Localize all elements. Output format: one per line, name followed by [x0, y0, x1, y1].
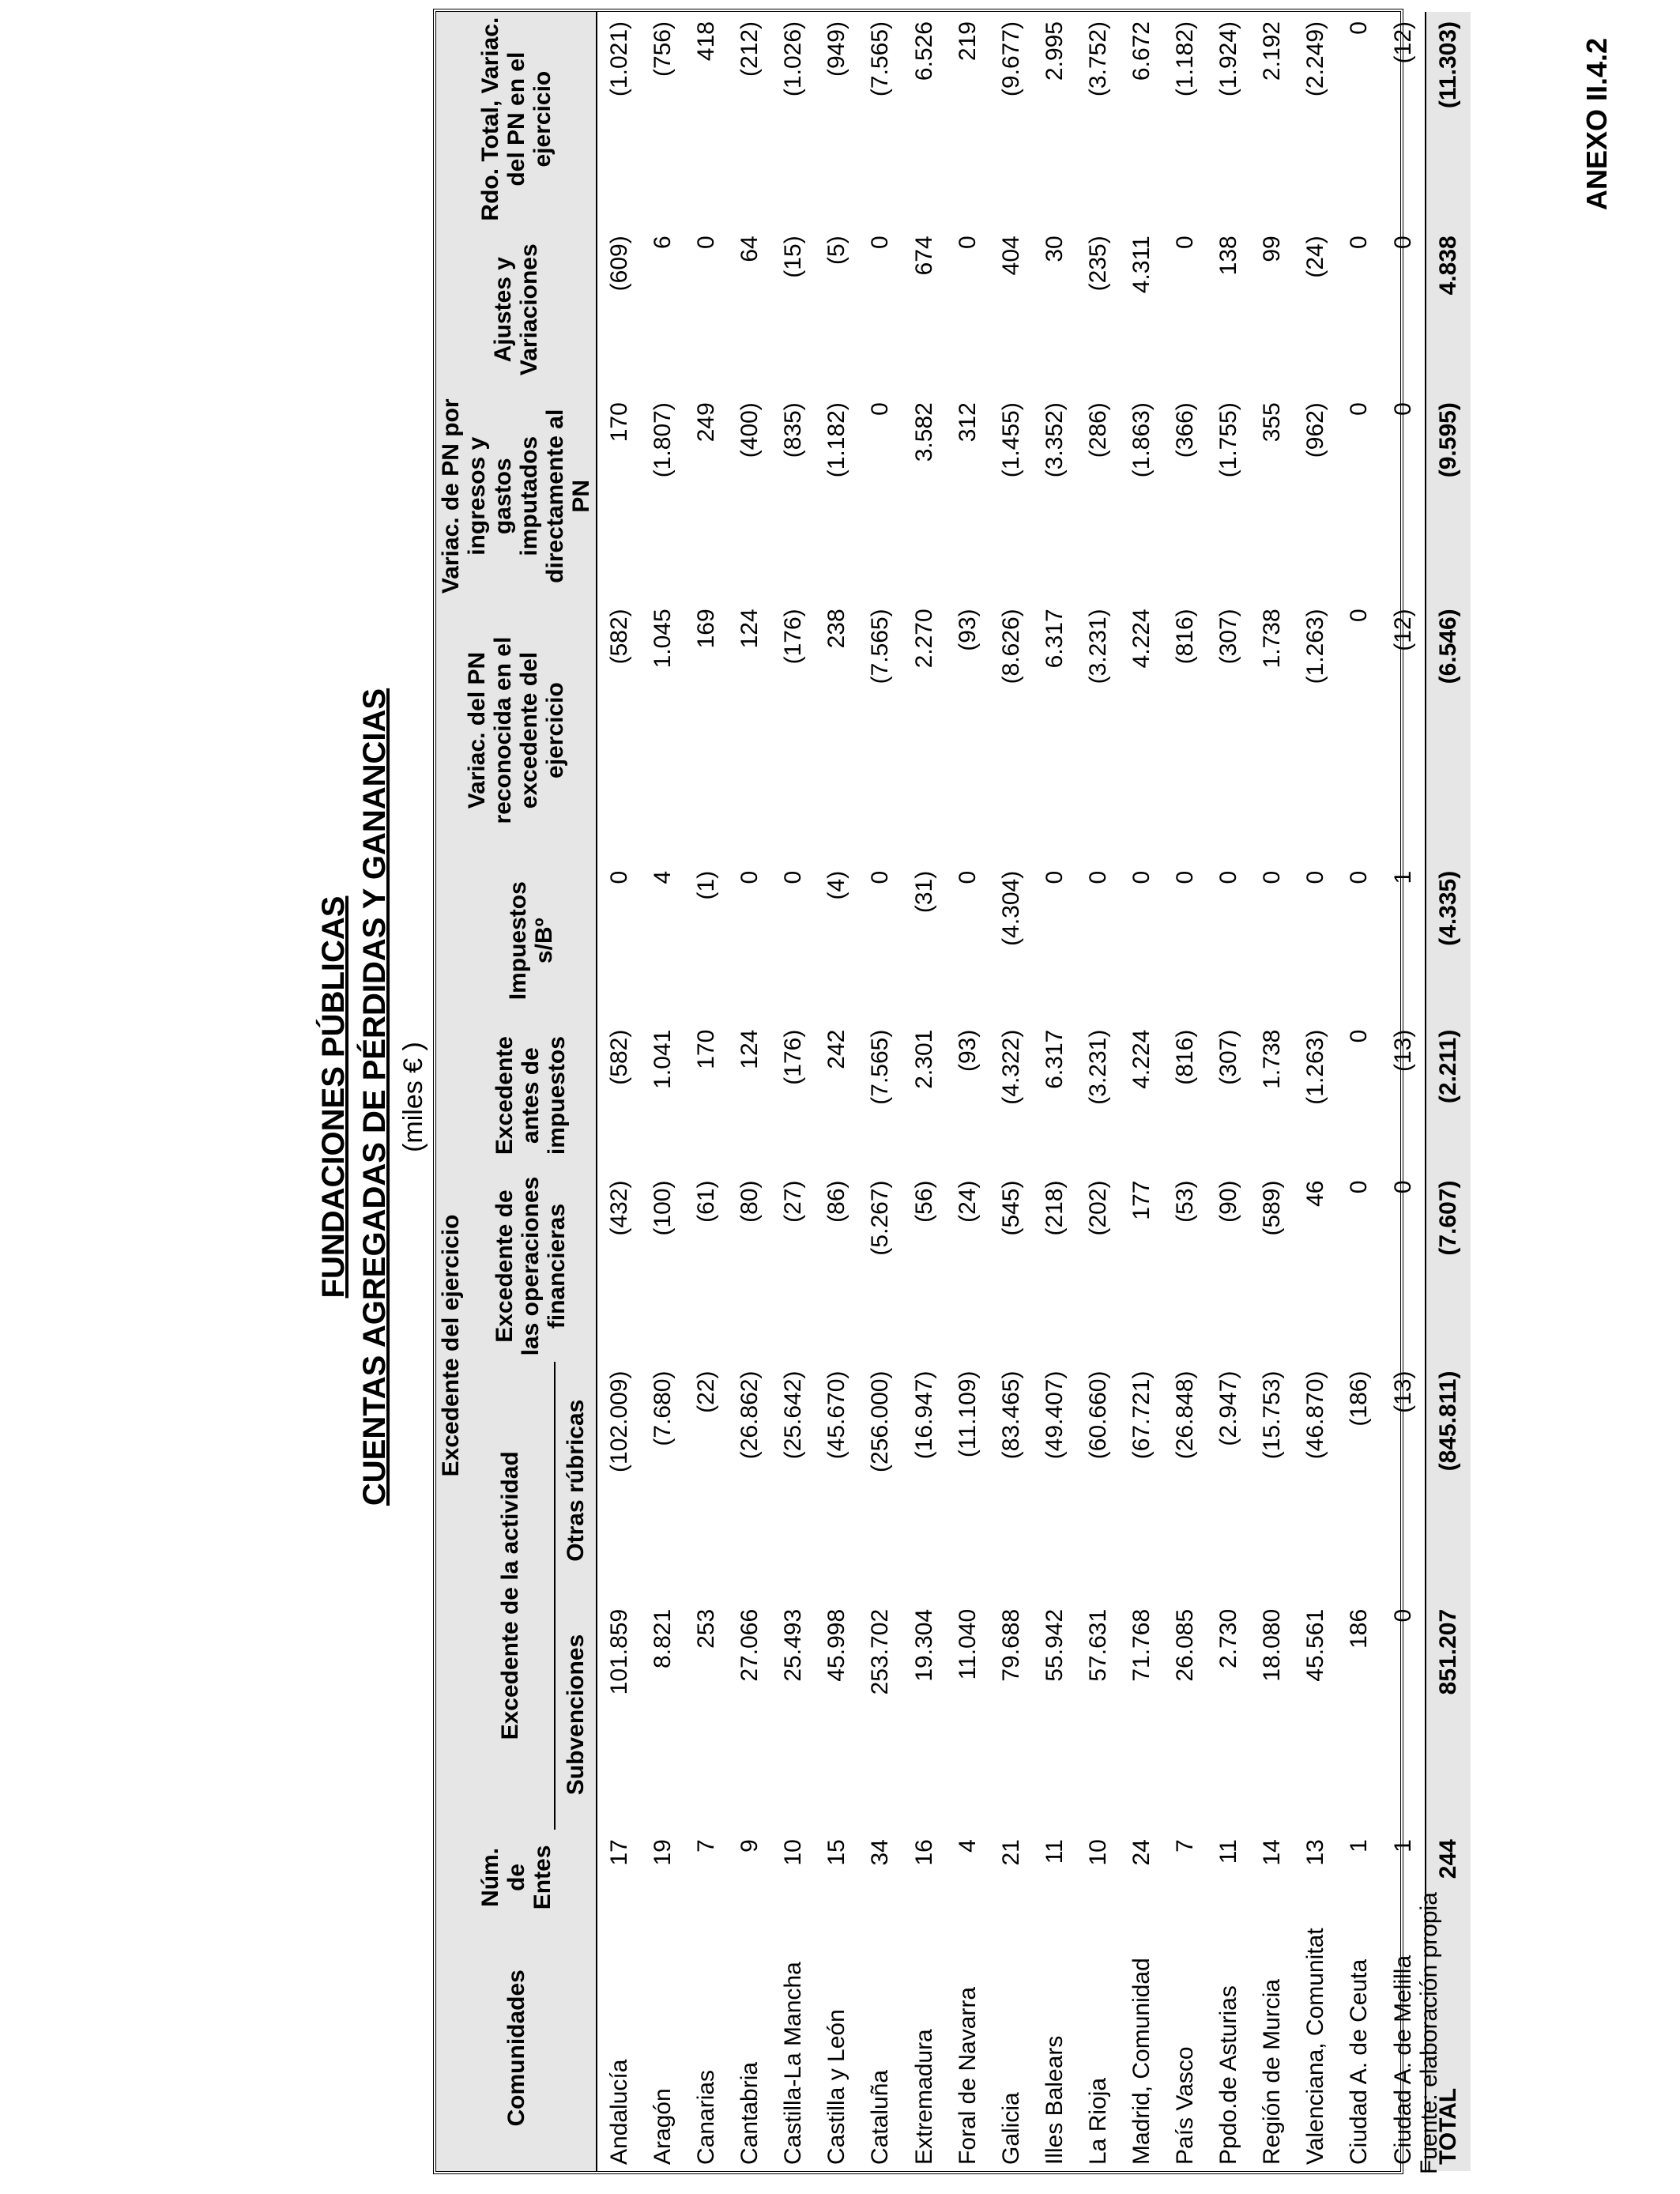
- table-cell: (432): [597, 1171, 641, 1362]
- table-cell: (756): [649, 21, 676, 77]
- table-cell: 0: [867, 402, 894, 416]
- table-cell: 9: [736, 1839, 763, 1853]
- table-cell: (400): [736, 402, 763, 458]
- row-label: Ciudad A. de Ceuta: [1346, 1958, 1373, 2165]
- table-cell: 0: [1128, 870, 1155, 884]
- table-cell: 0: [1215, 870, 1242, 884]
- table-cell: 11: [1215, 1839, 1242, 1864]
- units-label: (miles € ): [398, 1042, 428, 1152]
- table-cell: 0: [597, 861, 641, 1020]
- total-cell: (845.811): [1426, 1362, 1471, 1600]
- row-label: Región de Murcia: [1259, 1978, 1286, 2165]
- table-cell: (186): [1346, 1370, 1373, 1427]
- table-cell: 0: [1346, 870, 1373, 884]
- header-num-entes: Núm. de Entes: [436, 1830, 597, 1925]
- table-cell: 124: [736, 609, 763, 649]
- table-row: [859, 12, 902, 2171]
- table-cell: 18.080: [1259, 1608, 1286, 1682]
- table-cell: (949): [823, 21, 850, 77]
- table-cell: 0: [954, 236, 981, 249]
- row-label: Castilla y León: [823, 2009, 850, 2165]
- table-cell: 19.304: [910, 1608, 937, 1682]
- table-cell: (13): [1389, 1370, 1416, 1413]
- table-cell: 4.224: [1128, 609, 1155, 669]
- table-cell: (12): [1389, 21, 1416, 64]
- table-cell: 186: [1346, 1608, 1373, 1649]
- table-cell: 674: [910, 236, 937, 276]
- table-cell: 79.688: [997, 1608, 1024, 1682]
- total-cell: (4.335): [1426, 861, 1471, 1020]
- table-cell: 418: [693, 21, 720, 62]
- annex-label: ANEXO II.4.2: [1580, 37, 1613, 210]
- table-cell: (2.249): [1302, 21, 1329, 97]
- table-cell: 17: [597, 1830, 641, 1925]
- row-label: Extremadura: [910, 2029, 937, 2165]
- total-label: TOTAL: [1426, 1925, 1471, 2171]
- row-label: Cantabria: [736, 2061, 763, 2165]
- row-label: Andalucía: [597, 1925, 641, 2171]
- data-table: [436, 12, 1471, 2171]
- table-cell: 1.041: [649, 1029, 676, 1089]
- table-row: [1207, 12, 1251, 2171]
- table-cell: (83.465): [997, 1370, 1024, 1460]
- table-cell: (9.677): [997, 21, 1024, 97]
- table-row: [946, 12, 989, 2171]
- row-label: Illes Balears: [1041, 2035, 1068, 2165]
- table-cell: (589): [1259, 1180, 1286, 1236]
- table-cell: (7.680): [649, 1370, 676, 1446]
- header-excedente-actividad: Excedente de la actividad: [465, 1362, 555, 1830]
- table-cell: (67.721): [1128, 1370, 1155, 1460]
- table-cell: (26.848): [1172, 1370, 1199, 1460]
- table-cell: 2.730: [1215, 1608, 1242, 1668]
- table-cell: 0: [1389, 236, 1416, 249]
- table-body: [597, 12, 1471, 2171]
- table-cell: 2.270: [910, 609, 937, 669]
- table-cell: (835): [780, 402, 807, 458]
- table-cell: 6.526: [910, 21, 937, 81]
- table-cell: (16.947): [910, 1370, 937, 1460]
- table-cell: 26.085: [1172, 1608, 1199, 1682]
- table-cell: 242: [823, 1029, 850, 1069]
- table-cell: 11: [1041, 1839, 1068, 1864]
- table-cell: (4.322): [997, 1029, 1024, 1105]
- total-cell: (2.211): [1426, 1020, 1471, 1171]
- table-cell: 170: [693, 1029, 720, 1069]
- row-label: País Vasco: [1172, 2046, 1199, 2165]
- table-row: [1381, 12, 1426, 2171]
- header-rdo-total: Rdo. Total, Variac. del PN en el ejercicio: [436, 12, 597, 226]
- table-cell: (4): [823, 870, 850, 900]
- table-cell: 11.040: [954, 1608, 981, 1680]
- table-cell: 253.702: [867, 1608, 894, 1695]
- table-cell: (1.263): [1302, 609, 1329, 684]
- table-row: [989, 12, 1033, 2171]
- header-variac-pn: Variac. de PN por ingresos y gastos imputados directamente al PN: [436, 393, 597, 599]
- table-cell: 0: [1389, 402, 1416, 416]
- table-cell: (3.352): [1041, 402, 1068, 478]
- table-cell: (1.755): [1215, 402, 1242, 478]
- table-cell: 45.561: [1302, 1608, 1329, 1682]
- table-cell: (100): [649, 1180, 676, 1236]
- total-cell: 4.838: [1426, 226, 1471, 393]
- row-label: Valenciana, Comunitat: [1302, 1928, 1329, 2165]
- table-cell: (202): [1084, 1180, 1111, 1236]
- table-row: [772, 12, 816, 2171]
- table-cell: 6.672: [1128, 21, 1155, 81]
- header-comunidades: Comunidades: [436, 1925, 597, 2171]
- table-cell: (7.565): [867, 1029, 894, 1105]
- table-cell: 0: [1172, 236, 1199, 249]
- table-cell: (1.263): [1302, 1029, 1329, 1105]
- table-cell: 15: [823, 1839, 850, 1866]
- table-cell: (1): [693, 870, 720, 900]
- table-row: [1076, 12, 1120, 2171]
- table-cell: (609): [597, 226, 641, 393]
- table-cell: 177: [1128, 1180, 1155, 1220]
- table-cell: 1: [1389, 870, 1416, 884]
- title-line-1: FUNDACIONES PÚBLICAS: [316, 895, 351, 1299]
- table-row: [1294, 12, 1338, 2171]
- table-cell: (582): [597, 1020, 641, 1171]
- title-line-2: CUENTAS AGREGADAS DE PÉRDIDAS Y GANANCIAS: [357, 688, 392, 1506]
- table-cell: (86): [823, 1180, 850, 1223]
- table-cell: 0: [1389, 1180, 1416, 1194]
- header-variac-excedente: Variac. del PN reconocida en el excedente del ejercicio: [436, 599, 597, 861]
- table-cell: 0: [780, 870, 807, 884]
- table-cell: (4.304): [997, 870, 1024, 946]
- header-excedente-ejercicio: Excedente del ejercicio: [436, 861, 465, 1830]
- table-cell: (7.565): [867, 21, 894, 97]
- table-cell: 14: [1259, 1839, 1286, 1866]
- table-cell: 0: [1041, 870, 1068, 884]
- table-cell: (307): [1215, 609, 1242, 665]
- table-cell: (25.642): [780, 1370, 807, 1460]
- table-cell: (212): [736, 21, 763, 77]
- table-cell: (15): [780, 236, 807, 278]
- header-subvenciones: Subvenciones: [555, 1600, 597, 1830]
- table-cell: 27.066: [736, 1608, 763, 1682]
- table-cell: 124: [736, 1029, 763, 1069]
- table-cell: 1.045: [649, 609, 676, 669]
- table-cell: 1: [1389, 1839, 1416, 1853]
- table-cell: (1.455): [997, 402, 1024, 478]
- table-cell: (24): [954, 1180, 981, 1223]
- row-label: Aragón: [649, 2088, 676, 2165]
- table-cell: 0: [1346, 402, 1373, 416]
- table-cell: (176): [780, 609, 807, 665]
- table-row: [729, 12, 772, 2171]
- table-cell: 2.301: [910, 1029, 937, 1089]
- table-cell: 2.995: [1041, 21, 1068, 81]
- table-cell: 0: [1346, 1180, 1373, 1194]
- table-cell: 238: [823, 609, 850, 649]
- table-cell: 57.631: [1084, 1608, 1111, 1682]
- table-cell: (816): [1172, 1029, 1199, 1085]
- header-impuestos: Impuestos s/Bº: [465, 861, 597, 1020]
- table-cell: 71.768: [1128, 1608, 1155, 1682]
- table-cell: (102.009): [597, 1362, 641, 1600]
- table-cell: (816): [1172, 609, 1199, 665]
- table-cell: (545): [997, 1180, 1024, 1236]
- table-cell: 6: [649, 236, 676, 249]
- table-cell: (12): [1389, 609, 1416, 651]
- table-cell: (2.947): [1215, 1370, 1242, 1446]
- table-cell: (1.924): [1215, 21, 1242, 97]
- table-cell: (218): [1041, 1180, 1068, 1236]
- row-label: La Rioja: [1084, 2077, 1111, 2165]
- table-row: [1033, 12, 1076, 2171]
- table-cell: (962): [1302, 402, 1329, 458]
- table-cell: (13): [1389, 1029, 1416, 1072]
- table-cell: (24): [1302, 236, 1329, 278]
- table-cell: 0: [867, 236, 894, 249]
- table-row: [597, 12, 641, 2171]
- table-cell: 2.192: [1259, 21, 1286, 81]
- table-cell: (90): [1215, 1180, 1242, 1223]
- table-cell: (7.565): [867, 609, 894, 684]
- total-cell: (11.303): [1426, 12, 1471, 226]
- table-cell: 0: [736, 870, 763, 884]
- table-cell: 4.311: [1128, 236, 1155, 294]
- header-excedente-antes: Excedente antes de impuestos: [465, 1020, 597, 1171]
- table-cell: (582): [597, 599, 641, 861]
- table-cell: 24: [1128, 1839, 1155, 1866]
- table-cell: (1.182): [823, 402, 850, 478]
- source-note: Fuente: elaboración propia: [1416, 1892, 1442, 2174]
- table-cell: 0: [693, 236, 720, 249]
- table-cell: 7: [1172, 1839, 1199, 1853]
- table-cell: 25.493: [780, 1608, 807, 1682]
- table-cell: 0: [1259, 870, 1286, 884]
- table-cell: 10: [780, 1839, 807, 1866]
- header-excedente-financieras: Excedente de las operaciones financieras: [465, 1171, 597, 1362]
- table-cell: 64: [736, 236, 763, 262]
- table-cell: 1: [1346, 1839, 1373, 1853]
- table-cell: 0: [1172, 870, 1199, 884]
- table-cell: (56): [910, 1180, 937, 1223]
- table-row: [1338, 12, 1381, 2171]
- total-cell: (9.595): [1426, 393, 1471, 599]
- table-row: [1164, 12, 1207, 2171]
- row-label: Foral de Navarra: [954, 1986, 981, 2165]
- table-cell: 0: [954, 870, 981, 884]
- table-cell: 21: [997, 1839, 1024, 1866]
- table-cell: (3.231): [1084, 609, 1111, 684]
- table-cell: (1.182): [1172, 21, 1199, 97]
- table-cell: 312: [954, 402, 981, 443]
- table-cell: 1.738: [1259, 609, 1286, 669]
- table-cell: (8.626): [997, 609, 1024, 684]
- table-cell: (15.753): [1259, 1370, 1286, 1460]
- table-cell: 4: [649, 870, 676, 884]
- table-cell: 34: [867, 1839, 894, 1866]
- total-cell: (6.546): [1426, 599, 1471, 861]
- table-cell: 4: [954, 1839, 981, 1853]
- total-row: [1426, 12, 1471, 2171]
- table-cell: 3.582: [910, 402, 937, 462]
- header-otras-rubricas: Otras rúbricas: [555, 1362, 597, 1600]
- table-cell: 249: [693, 402, 720, 443]
- total-cell: 244: [1426, 1830, 1471, 1925]
- table-cell: (53): [1172, 1180, 1199, 1223]
- table-cell: (60.660): [1084, 1370, 1111, 1460]
- table-cell: (93): [954, 609, 981, 651]
- table-cell: (31): [910, 870, 937, 914]
- table-cell: 10: [1084, 1839, 1111, 1866]
- row-label: Canarias: [693, 2069, 720, 2165]
- table-cell: 138: [1215, 236, 1242, 276]
- table-cell: 0: [1389, 1608, 1416, 1623]
- table-cell: (176): [780, 1029, 807, 1085]
- table-cell: (1.807): [649, 402, 676, 478]
- table-row: [902, 12, 946, 2171]
- table-cell: (26.862): [736, 1370, 763, 1460]
- table-cell: (5): [823, 236, 850, 265]
- table-cell: 101.859: [597, 1600, 641, 1830]
- table-cell: (27): [780, 1180, 807, 1223]
- table-cell: 0: [867, 870, 894, 884]
- table-cell: (93): [954, 1029, 981, 1072]
- table-cell: 13: [1302, 1839, 1329, 1866]
- table-row: [641, 12, 684, 2171]
- table-row: [1120, 12, 1163, 2171]
- table-cell: (3.231): [1084, 1029, 1111, 1105]
- table-cell: 355: [1259, 402, 1286, 443]
- total-cell: 851.207: [1426, 1600, 1471, 1830]
- table-cell: (1.026): [780, 21, 807, 97]
- table-cell: (366): [1172, 402, 1199, 458]
- table-cell: (49.407): [1041, 1370, 1068, 1460]
- row-label: Madrid, Comunidad: [1128, 1958, 1155, 2165]
- total-cell: (7.607): [1426, 1171, 1471, 1362]
- row-label: Ppdo.de Asturias: [1215, 1985, 1242, 2165]
- table-cell: 8.821: [649, 1608, 676, 1668]
- table-cell: (80): [736, 1180, 763, 1223]
- table-cell: 16: [910, 1839, 937, 1866]
- table-cell: 253: [693, 1608, 720, 1649]
- table-cell: 55.942: [1041, 1608, 1068, 1682]
- row-label: Cataluña: [867, 2069, 894, 2165]
- table-cell: (235): [1084, 236, 1111, 292]
- row-label: Castilla-La Mancha: [780, 1962, 807, 2165]
- table-cell: 404: [997, 236, 1024, 276]
- table-cell: (11.109): [954, 1370, 981, 1458]
- table-cell: (22): [693, 1370, 720, 1413]
- table-cell: 0: [1346, 21, 1373, 35]
- table-cell: 46: [1302, 1180, 1329, 1207]
- row-label: Galicia: [997, 2092, 1024, 2165]
- table-cell: (286): [1084, 402, 1111, 458]
- table-cell: 0: [1346, 1029, 1373, 1043]
- table-cell: 169: [693, 609, 720, 649]
- header-ajustes: Ajustes y Variaciones: [436, 226, 597, 393]
- table-cell: 0: [1346, 236, 1373, 249]
- table-cell: 99: [1259, 236, 1286, 262]
- table-cell: 4.224: [1128, 1029, 1155, 1089]
- table-cell: (3.752): [1084, 21, 1111, 97]
- table-header: [436, 12, 597, 2171]
- table-row: [685, 12, 729, 2171]
- table-cell: 6.317: [1041, 1029, 1068, 1089]
- table-cell: (1.863): [1128, 402, 1155, 478]
- table-row: [1251, 12, 1294, 2171]
- table-cell: 0: [1302, 870, 1329, 884]
- table-cell: 1.738: [1259, 1029, 1286, 1089]
- table-cell: 219: [954, 21, 981, 62]
- table-cell: 45.998: [823, 1608, 850, 1682]
- row-label: Ciudad A. de Melilla: [1389, 1955, 1416, 2165]
- table-cell: (5.267): [867, 1180, 894, 1256]
- table-cell: (256.000): [867, 1370, 894, 1472]
- table-cell: 6.317: [1041, 609, 1068, 669]
- table-cell: (61): [693, 1180, 720, 1223]
- table-cell: 19: [649, 1839, 676, 1866]
- table-cell: 0: [1346, 609, 1373, 623]
- table-row: [816, 12, 859, 2171]
- table-cell: 170: [597, 393, 641, 599]
- table-cell: 0: [1084, 870, 1111, 884]
- table-cell: (307): [1215, 1029, 1242, 1085]
- table-cell: (46.870): [1302, 1370, 1329, 1460]
- table-cell: (1.021): [597, 12, 641, 226]
- table-cell: 30: [1041, 236, 1068, 262]
- table-cell: (45.670): [823, 1370, 850, 1460]
- table-cell: 7: [693, 1839, 720, 1853]
